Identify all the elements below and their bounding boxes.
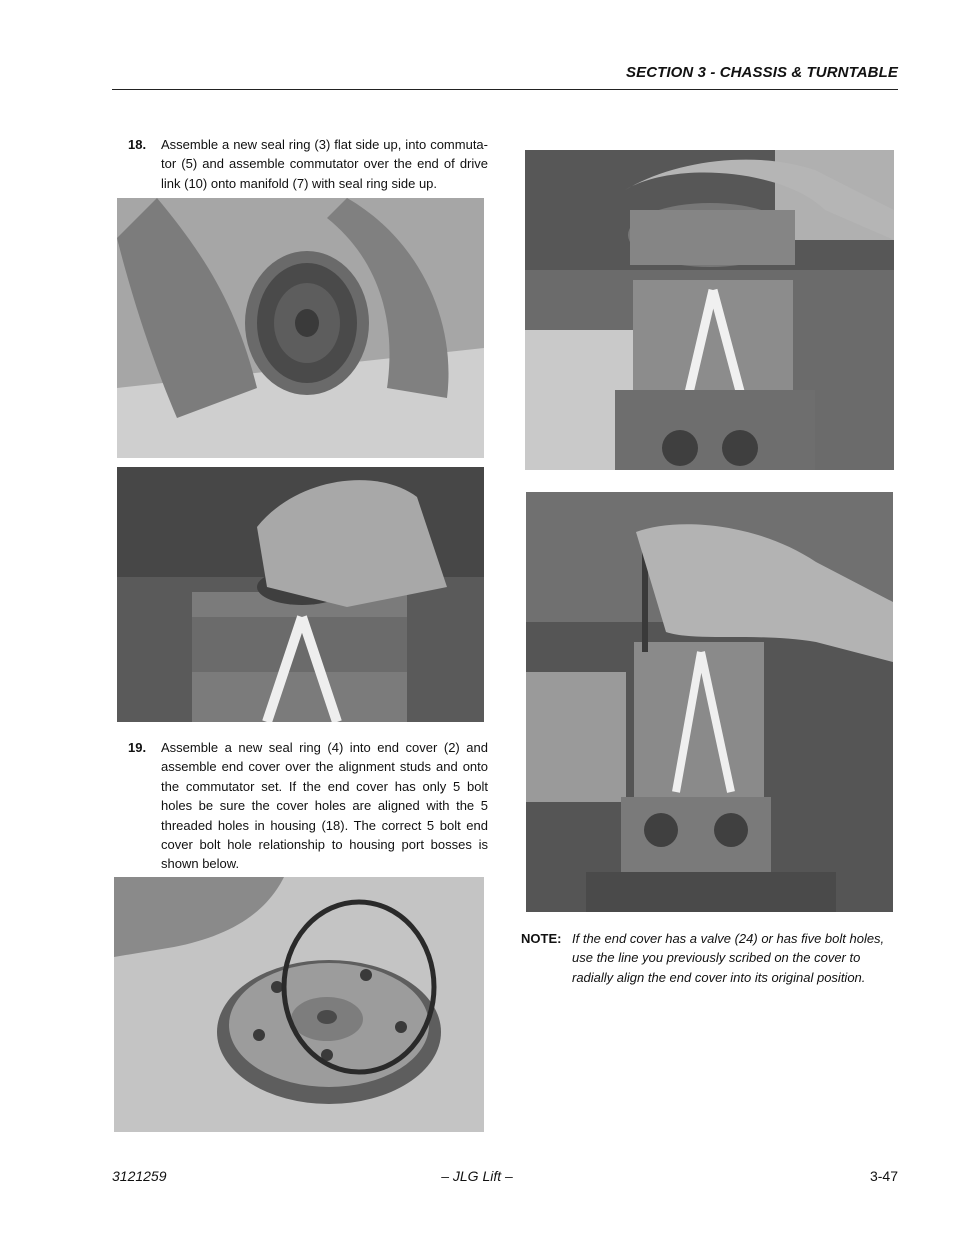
step-number: 18. bbox=[128, 137, 147, 152]
step-number: 19. bbox=[128, 740, 147, 755]
photo-seal-ring-in-commutator bbox=[117, 198, 484, 458]
step-text: Assemble a new seal ring (3) flat side up, into commuta-tor (5) and assemble commutator over the end of drive link (10) onto manifold (7) with seal ring side up. bbox=[161, 137, 488, 191]
photo-commutator-on-manifold bbox=[117, 467, 484, 722]
section-title: SECTION 3 - CHASSIS & TURNTABLE bbox=[625, 64, 898, 81]
photo-end-cover-seal-ring bbox=[114, 877, 484, 1132]
header-divider bbox=[112, 89, 898, 90]
step-text: Assemble a new seal ring (4) into end cover (2) and assemble end cover over the alignment studs and onto the commutator set. If the end cover has only 5 bolt holes be sure the cover holes are aligned with the 5 threaded holes in housing (18). The correct 5 bolt end cover bolt hole relationship to housing port bosses is shown below. bbox=[161, 740, 488, 872]
note-label: NOTE: bbox=[521, 931, 562, 946]
footer-doc-number: 3121259 bbox=[112, 1168, 167, 1184]
photo-bolt-installation bbox=[526, 492, 893, 912]
note-text: If the end cover has a valve (24) or has five bolt holes, use the line you previously scribed on the cover to radially align the end cover into its original position. bbox=[572, 931, 885, 985]
photo-end-cover-assembly bbox=[525, 150, 894, 470]
footer-page-number: 3-47 bbox=[869, 1168, 898, 1184]
footer-company: – JLG Lift – bbox=[441, 1168, 513, 1184]
